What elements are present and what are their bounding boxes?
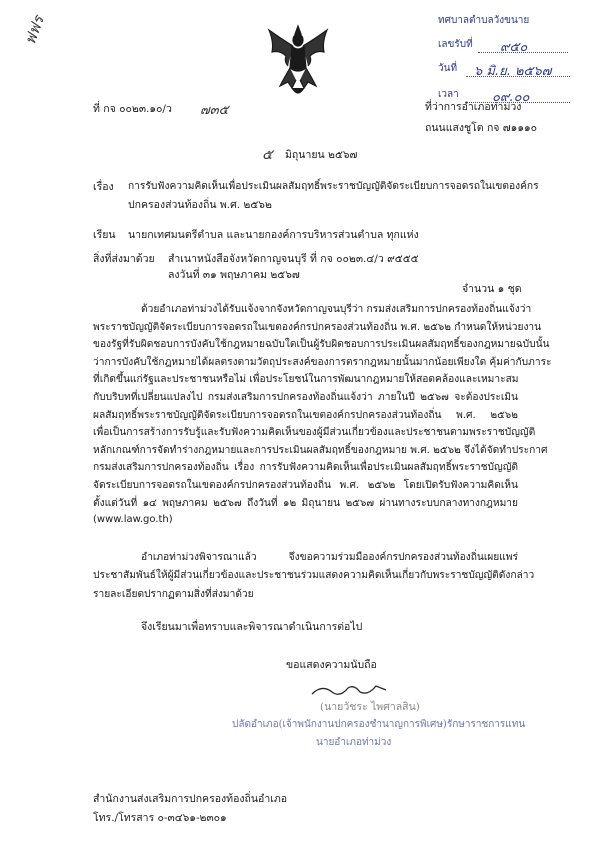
office-name: ที่ว่าการอำเภอท่าม่วง <box>425 101 522 113</box>
signatory-name: (นายวัชระ ไพศาลสิน) <box>320 701 420 713</box>
stamp-receive-label: เลขรับที่ <box>438 39 473 50</box>
paragraph-line: ตั้งแต่วันที่ ๑๔ พฤษภาคม ๒๕๖๗ ถึงวันที่ ๑๒ มิถุนายน ๒๕๖๗ ผ่านทางระบบกลางทางกฎหมาย <box>93 497 518 509</box>
paragraph-line: ประชาสัมพันธ์ให้ผู้มีส่วนเกี่ยวข้องและประชาชนร่วมแสดงความคิดเห็นเกี่ยวกับพระราชบัญญัติดังกล่าว <box>93 569 535 581</box>
office-address: ถนนแสงชูโต กจ ๗๑๑๑๐ <box>425 122 538 134</box>
signatory-title-1: ปลัดอำเภอ(เจ้าพนักงานปกครองชำนาญการพิเศษ)รักษาราชการแทน <box>232 719 526 730</box>
to-text: นายกเทศมนตรีตำบล และนายกองค์การบริหารส่วนตำบล ทุกแห่ง <box>128 229 419 241</box>
paragraph-line: อำเภอท่าม่วงพิจารณาแล้ว จึงขอความร่วมมือองค์กรปกครองส่วนท้องถิ่นเผยแพร่ <box>141 552 518 563</box>
salutation: ขอแสดงความนับถือ <box>286 659 377 671</box>
attachment-label: สิ่งที่ส่งมาด้วย <box>93 253 155 265</box>
signature <box>310 680 390 700</box>
paragraph-line: กรมส่งเสริมการปกครองท้องถิ่น เรื่อง การรับฟังความคิดเห็นเพื่อประเมินผลสัมฤทธิ์พระราชบัญญัติ <box>93 462 518 474</box>
stamp-office: ทศบาลตำบลวังขนาย <box>438 15 530 26</box>
to-label: เรียน <box>93 229 116 241</box>
subject-label: เรื่อง <box>93 181 114 193</box>
stamp-date: ๖ มิ.ย. ๒๕๖๗ <box>474 64 552 79</box>
paragraph-line: หลักเกณฑ์การจัดทำร่างกฎหมายและการประเมินผลสัมฤทธิ์ของกฎหมาย พ.ศ. ๒๕๖๒ จึงได้จัดทำประกาศ <box>93 444 548 456</box>
stamp-date-label: วันที่ <box>438 63 458 74</box>
subject-line2: ปกครองส่วนท้องถิ่น พ.ศ. ๒๕๖๒ <box>128 199 272 211</box>
paragraph-line: ของรัฐที่รับผิดชอบการบังคับใช้กฎหมายฉบับใดเป็นผู้รับผิดชอบการประเมินผลสัมฤทธิ์ของกฎหมายฉบับนั้น <box>93 339 550 351</box>
letter-date: มิถุนายน ๒๕๖๗ <box>285 149 358 161</box>
paragraph-line: จัดระเบียบการจอดรถในเขตองค์กรปกครองส่วนท้องถิ่น พ.ศ. ๒๕๖๒ โดยเปิดรับฟังความคิดเห็น <box>93 479 518 491</box>
ref-number-handwritten: ๗๓๕ <box>200 103 229 118</box>
closing-request: จึงเรียนมาเพื่อทราบและพิจารณาดำเนินการต่อไป <box>141 621 363 633</box>
attachment-line2: ลงวันที่ ๓๑ พฤษภาคม ๒๕๖๗ <box>168 269 300 281</box>
attachment-line1: สำเนาหนังสือจังหวัดกาญจนบุรี ที่ กจ ๐๐๒๓.๔/ว ๙๕๕๕ <box>168 253 419 265</box>
stamp-receive-no: ๙๕๐ <box>500 40 528 55</box>
paragraph-line: พระราชบัญญัติจัดระเบียบการจอดรถในเขตองค์กรปกครองส่วนท้องถิ่น พ.ศ. ๒๕๖๒ กำหนดให้หน่วยงาน <box>93 321 542 333</box>
signatory-title-2: นายอำเภอท่าม่วง <box>316 737 392 748</box>
footer-department: สำนักงานส่งเสริมการปกครองท้องถิ่นอำเภอ <box>93 793 288 805</box>
footer-phone: โทร./โทรสาร ๐-๓๔๖๑-๒๓๐๑ <box>93 812 227 824</box>
stamp-time: ๐๙.๐๐ <box>492 90 530 105</box>
received-stamp <box>430 12 580 110</box>
body-paragraph-2 <box>93 549 535 584</box>
paragraph-line: ว่าการบังคับใช้กฎหมายได้ผลตรงตามวัตถุประสงค์ของการตรากฎหมายนั้นมากน้อยเพียงใด คุ้มค่ากับภาระ <box>93 356 552 368</box>
attachment-count: จำนวน ๑ ชุด <box>462 283 522 295</box>
paragraph-line: ผลสัมฤทธิ์พระราชบัญญัติจัดระเบียบการจอดรถในเขตองค์กรปกครองส่วนท้องถิ่น พ.ศ. ๒๕๖๒ <box>93 409 518 421</box>
paragraph-line: ด้วยอำเภอท่าม่วงได้รับแจ้งจากจังหวัดกาญจนบุรีว่า กรมส่งเสริมการปกครองท้องถิ่นแจ้งว่า <box>141 304 532 315</box>
paragraph-2-last-line: รายละเอียดปรากฏตามสิ่งที่ส่งมาด้วย <box>93 589 254 600</box>
paragraph-line: ที่เกิดขึ้นแก่รัฐและประชาชนหรือไม่ เพื่อประโยชน์ในการพัฒนากฎหมายให้สอดคล้องและเหมาะสม <box>93 374 519 386</box>
subject-line1: การรับฟังความคิดเห็นเพื่อประเมินผลสัมฤทธิ์พระราชบัญญัติจัดระเบียบการจอดรถในเขตองค์กร <box>128 181 539 192</box>
body-paragraph-1 <box>93 301 552 512</box>
paragraph-line: กับบริบทที่เปลี่ยนแปลงไป กรมส่งเสริมการปกครองท้องถิ่นแจ้งว่า ภายในปี ๒๕๖๗ จะต้องประเมิน <box>93 391 518 403</box>
paragraph-line: เพื่อเป็นการสร้างการรับรู้และรับฟังความคิดเห็นของผู้มีส่วนเกี่ยวข้องและประชาชนตามพระราชบัญญัติ <box>93 427 536 439</box>
date-day-handwritten: ๕ <box>262 147 273 163</box>
ref-number: ที่ กจ ๐๐๒๓.๑๐/ว <box>93 103 172 115</box>
garuda-emblem <box>266 22 330 100</box>
stamp-time-label: เวลา <box>438 89 459 100</box>
law-website-link[interactable]: (www.law.go.th) <box>93 514 173 525</box>
margin-note: ฟฟร <box>20 13 48 48</box>
